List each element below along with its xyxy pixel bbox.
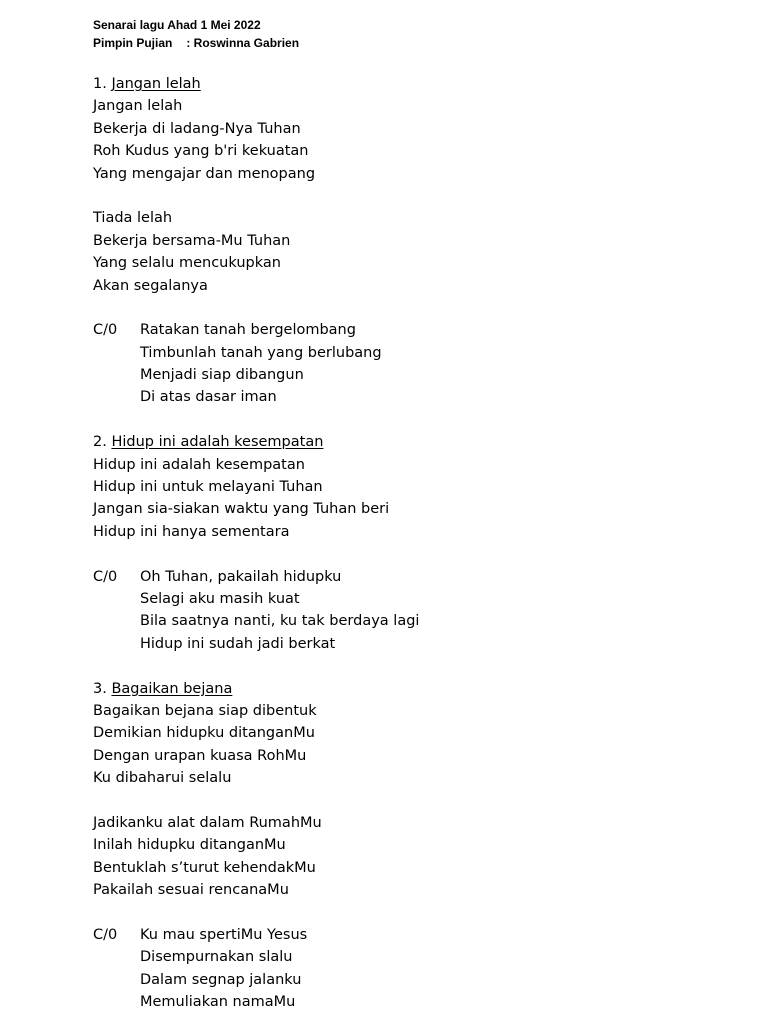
song-1: [93, 73, 733, 409]
song-2: [93, 431, 733, 655]
chorus-line: Disempurnakan slalu: [140, 949, 293, 966]
lyric-line: Hidup ini hanya sementara: [93, 523, 290, 540]
lyric-line: Demikian hidupku ditanganMu: [93, 725, 315, 742]
chorus-line: Di atas dasar iman: [140, 389, 277, 406]
lyric-line: Inilah hidupku ditanganMu: [93, 837, 286, 854]
chorus-block: [93, 319, 733, 409]
list-heading: Senarai lagu Ahad 1 Mei 2022: [93, 18, 261, 32]
lyric-line: Jadikanku alat dalam RumahMu: [93, 814, 322, 831]
song-title-text: Hidup ini adalah kesempatan: [111, 434, 324, 451]
lyric-line: Roh Kudus yang b'ri kekuatan: [93, 143, 309, 160]
chorus-line: Memuliakan namaMu: [140, 994, 296, 1011]
lyric-line: Hidup ini adalah kesempatan: [93, 456, 305, 473]
song-title-text: Bagaikan bejana: [111, 680, 233, 697]
chorus-line: Ratakan tanah bergelombang: [140, 322, 356, 339]
chorus-label: C/0: [93, 322, 118, 339]
lyric-line: Hidup ini untuk melayani Tuhan: [93, 479, 323, 496]
song-title: [93, 431, 733, 453]
song-title-text: Jangan lelah: [111, 76, 201, 92]
chorus-line: Dalam segnap jalanku: [140, 971, 302, 988]
song-title: [93, 73, 733, 95]
lyric-line: Jangan lelah: [93, 98, 183, 115]
lyric-line: Yang mengajar dan menopang: [93, 165, 316, 182]
lyric-line: Ku dibaharui selalu: [93, 770, 232, 787]
lyric-line: Tiada lelah: [93, 210, 173, 227]
song-3: [93, 678, 733, 1014]
lyric-line: Akan segalanya: [93, 277, 208, 294]
lyric-line: Bekerja di ladang-Nya Tuhan: [93, 120, 301, 137]
chorus-line: Ku mau spertiMu Yesus: [140, 926, 308, 943]
song-number: 3.: [93, 680, 107, 697]
chorus-line: Oh Tuhan, pakailah hidupku: [140, 568, 342, 585]
song-number: 1.: [93, 76, 107, 92]
worship-leader-label: Pimpin Pujian: [93, 36, 173, 50]
lyric-line: Dengan urapan kuasa RohMu: [93, 747, 307, 764]
worship-leader-name: : Roswinna Gabrien: [186, 36, 300, 50]
lyric-line: Yang selalu mencukupkan: [93, 255, 281, 272]
chorus-block: [93, 924, 733, 1014]
song-number: 2.: [93, 434, 107, 451]
lyric-line: Pakailah sesuai rencanaMu: [93, 882, 289, 899]
lyric-line: Bentuklah s’turut kehendakMu: [93, 859, 316, 876]
lyric-line: Bagaikan bejana siap dibentuk: [93, 702, 317, 719]
worship-leader-line: [93, 34, 733, 52]
chorus-block: [93, 566, 733, 656]
song-list-page: [93, 16, 733, 1013]
chorus-label: C/0: [93, 568, 118, 585]
chorus-line: Menjadi siap dibangun: [140, 367, 304, 384]
chorus-line: Bila saatnya nanti, ku tak berdaya lagi: [140, 613, 420, 630]
chorus-line: Hidup ini sudah jadi berkat: [140, 635, 336, 652]
chorus-line: Timbunlah tanah yang berlubang: [140, 344, 382, 361]
chorus-line: Selagi aku masih kuat: [140, 590, 300, 607]
lyric-line: Jangan sia-siakan waktu yang Tuhan beri: [93, 501, 390, 518]
lyric-line: Bekerja bersama-Mu Tuhan: [93, 232, 291, 249]
song-title: [93, 678, 733, 700]
chorus-label: C/0: [93, 926, 118, 943]
